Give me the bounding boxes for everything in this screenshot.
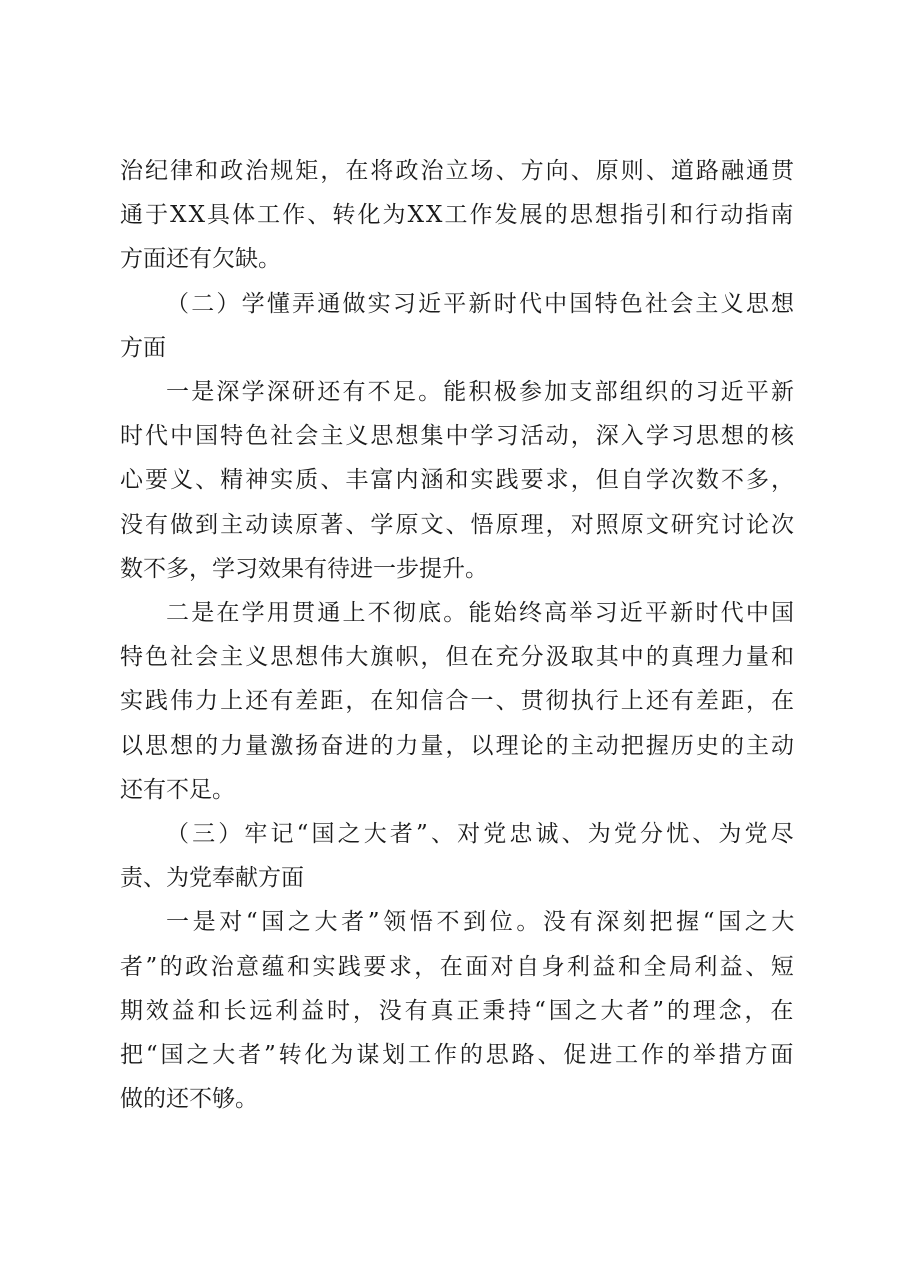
text-line: 把“国之大者”转化为谋划工作的思路、促进工作的举措方面	[120, 1042, 797, 1068]
text-line: 实践伟力上还有差距，在知信合一、贯彻执行上还有差距，在	[120, 688, 797, 714]
text-line: 期效益和长远利益时，没有真正秉持“国之大者”的理念，在	[120, 998, 797, 1024]
text-line: 做的还不够。	[120, 1086, 258, 1112]
text-line: 特色社会主义思想伟大旗帜，但在充分汲取其中的真理力量和	[120, 644, 797, 670]
text-line: 还有不足。	[120, 777, 235, 803]
text-line: 者”的政治意蕴和实践要求，在面对自身利益和全局利益、短	[120, 954, 797, 980]
text-line: 没有做到主动读原著、学原文、悟原理，对照原文研究讨论次	[120, 512, 797, 538]
text-line: 数不多，学习效果有待进一步提升。	[120, 556, 488, 582]
text-line: 方面	[120, 335, 166, 361]
section-heading-line: （三）牢记“国之大者”、对党忠诚、为党分忧、为党尽	[166, 821, 797, 847]
text-line: 一是深学深研还有不足。能积极参加支部组织的习近平新	[166, 379, 797, 405]
text-line: 心要义、精神实质、丰富内涵和实践要求，但自学次数不多，	[120, 467, 797, 493]
section-heading-line: （二）学懂弄通做实习近平新时代中国特色社会主义思想	[166, 291, 797, 317]
text-line: 责、为党奉献方面	[120, 865, 304, 891]
text-line: 治纪律和政治规矩，在将政治立场、方向、原则、道路融通贯	[120, 158, 797, 184]
text-line: 时代中国特色社会主义思想集中学习活动，深入学习思想的核	[120, 423, 797, 449]
text-line: 通于XX具体工作、转化为XX工作发展的思想指引和行动指南	[120, 202, 796, 228]
text-line: 二是在学用贯通上不彻底。能始终高举习近平新时代中国	[166, 600, 797, 626]
text-line: 一是对“国之大者”领悟不到位。没有深刻把握“国之大	[166, 909, 799, 935]
text-line: 方面还有欠缺。	[120, 246, 281, 272]
text-line: 以思想的力量激扬奋进的力量，以理论的主动把握历史的主动	[120, 733, 797, 759]
